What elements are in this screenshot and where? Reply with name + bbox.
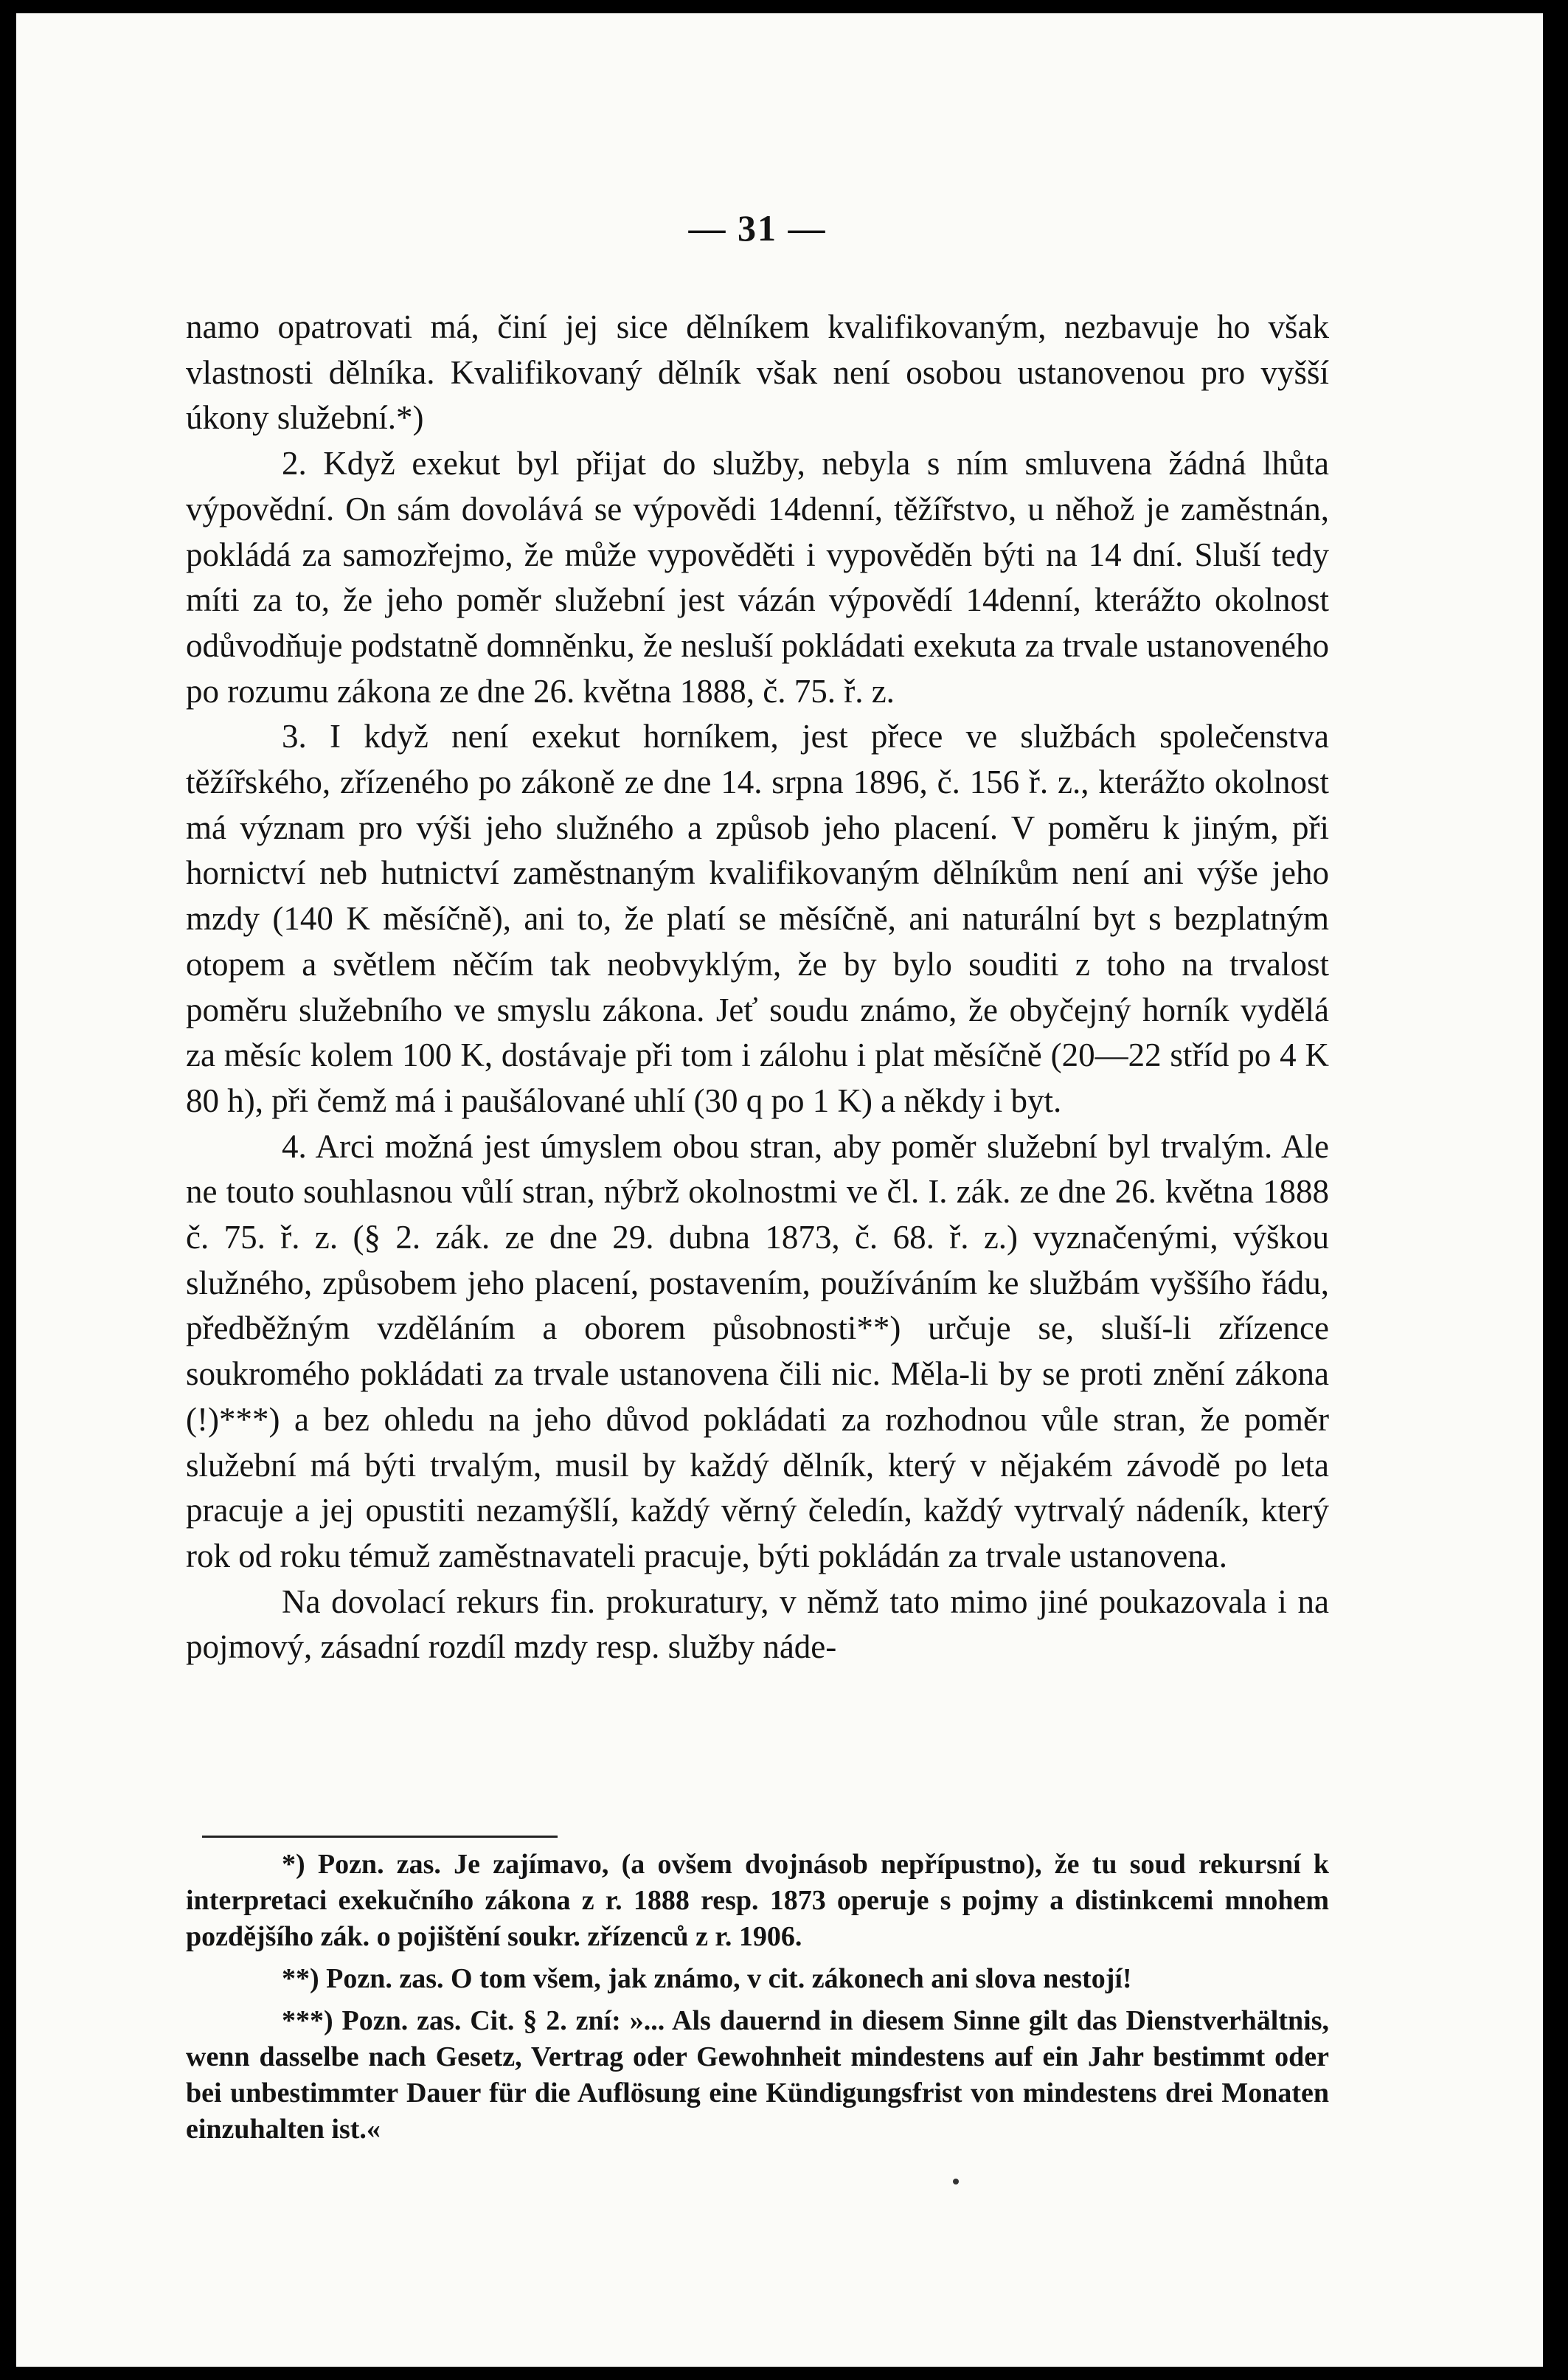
paragraph: Na dovolací rekurs fin. prokuratury, v němž tato mimo jiné poukazovala i na pojmový, zásadní rozdíl mzdy resp. služby náde- [186, 1582, 1329, 1666]
stray-mark [953, 2179, 959, 2184]
footnote: ***) Pozn. zas. Cit. § 2. zní: »... Als dauernd in diesem Sinne gilt das Dienstverhältnis, wenn dasselbe nach Gesetz, Vertrag oder Gewohnheit mindestens auf ein Jahr bestimmt oder bei unbestimmter Dauer für die Auflösung eine Kündigungsfrist von mindestens drei Monaten einzuhalten ist.« [186, 2005, 1329, 2145]
paragraph: 2. Když exekut byl přijat do služby, nebyla s ním smluvena žádná lhůta výpovědní. On sám dovolává se výpovědi 14denní, těžířstvo, u něhož je zaměstnán, pokládá za samozřejmo, že může vypověděti i vypověděn býti na 14 dní. Sluší tedy míti za to, že jeho poměr služební jest vázán výpovědí 14denní, kterážto okolnost odůvodňuje podstatně domněnku, že nesluší pokládati exekuta za trvale ustanoveného po rozumu zákona ze dne 26. května 1888, č. 75. ř. z. [186, 445, 1329, 710]
page-sheet [16, 13, 1543, 2367]
footnote: **) Pozn. zas. O tom všem, jak známo, v cit. zákonech ani slova nestojí! [282, 1963, 1132, 1994]
page-number: — 31 — [688, 207, 827, 249]
paragraph: namo opatrovati má, činí jej sice dělníkem kvalifikovaným, nezbavuje ho však vlastnosti dělníka. Kvalifikovaný dělník však není osobou ustanovenou pro vyšší úkony služební.*) [186, 308, 1329, 437]
footnotes [186, 1847, 1329, 2154]
footnote-divider [202, 1836, 558, 1838]
paragraph: 3. I když není exekut horníkem, jest přece ve službách společenstva těžířského, zřízeného po zákoně ze dne 14. srpna 1896, č. 156 ř. z., kterážto okolnost má význam pro výši jeho služného a způsob jeho placení. V poměru k jiným, při hornictví neb hutnictví zaměstnaným kvalifikovaným dělníkům není ani výše jeho mzdy (140 K měsíčně), ani to, že platí se měsíčně, ani naturální byt s bezplatným otopem a světlem něčím tak neobvyklým, že by bylo souditi z toho na trvalost poměru služebního ve smyslu zákona. Jeť soudu známo, že obyčejný horník vydělá za měsíc kolem 100 K, dostávaje při tom i zálohu i plat měsíčně (20—22 stříd po 4 K 80 h), při čemž má i paušálované uhlí (30 q po 1 K) a někdy i byt. [186, 718, 1329, 1119]
body-text [186, 305, 1329, 1670]
paragraph: 4. Arci možná jest úmyslem obou stran, aby poměr služební byl trvalým. Ale ne touto souhlasnou vůlí stran, nýbrž okolnostmi ve čl. I. zák. ze dne 26. května 1888 č. 75. ř. z. (§ 2. zák. ze dne 29. dubna 1873, č. 68. ř. z.) vyznačenými, výškou služného, způsobem jeho placení, postavením, používáním ke službám vyššího řádu, předběžným vzděláním a oborem působnosti**) určuje se, sluší-li zřízence soukromého pokládati za trvale ustanovena čili nic. Měla-li by se proti znění zákona (!)***) a bez ohledu na jeho důvod pokládati za rozhodnou vůle stran, že poměr služební má býti trvalým, musil by každý dělník, který v nějakém závodě po leta pracuje a jej opustiti nezamýšlí, každý věrný čeledín, každý vytrvalý nádeník, který rok od roku témuž zaměstnavateli pracuje, býti pokládán za trvale ustanovena. [186, 1127, 1329, 1574]
footnote: *) Pozn. zas. Je zajímavo, (a ovšem dvojnásob nepřípustno), že tu soud rekursní k interpretaci exekučního zákona z r. 1888 resp. 1873 operuje s pojmy a distinkcemi mnohem pozdějšího zák. o pojištění soukr. zřízenců z r. 1906. [186, 1849, 1329, 1952]
